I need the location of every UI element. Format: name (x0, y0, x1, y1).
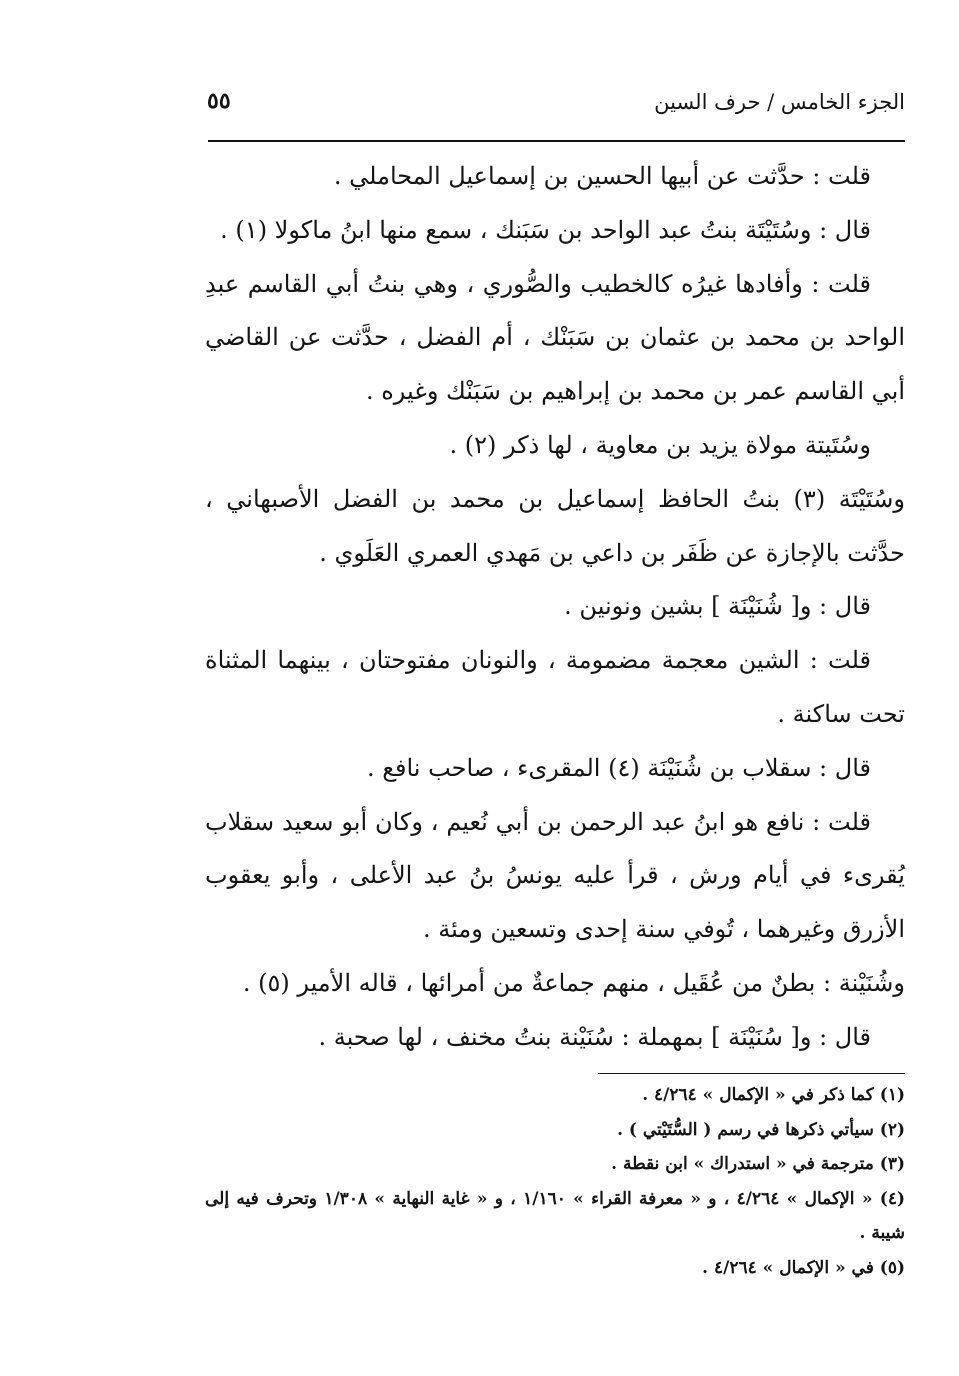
footnote: (٥) في « الإكمال » ٤/٢٦٤ . (702, 1257, 905, 1278)
footnote-rule (598, 1073, 905, 1074)
paragraph: قال : و[ شُنَيْنَة ] بشين ونونين . (564, 592, 871, 621)
footnote: (٤) « الإكمال » ٤/٢٦٤ ، و « معرفة القراء » ١/١٦٠ ، و « غاية النهاية » ١/٣٠٨ وتحرف فيه إلى شيبة . (205, 1188, 906, 1243)
paragraph: وسُتَيتة مولاة يزيد بن معاوية ، لها ذكر (٢) . (449, 430, 871, 459)
paragraph: قلت : الشين معجمة مضمومة ، والنونان مفتوحتان ، بينهما المثناة تحت ساكنة . (205, 646, 905, 728)
main-text (205, 150, 905, 1065)
paragraph: قال : و[ سُنَيْنَة ] بمهملة : سُنَيْنة بنتُ مخنف ، لها صحبة . (318, 1022, 871, 1051)
paragraph: وسُتَيْتَة (٣) بنتُ الحافظ إسماعيل بن محمد بن الفضل الأصبهاني ، حدَّثت بالإجازة عن ظَفَر بن داعي بن مَهدي العمري العَلَوي . (205, 484, 905, 567)
running-head: الجزء الخامس / حرف السين (654, 90, 905, 114)
paragraph: قال : وسُتَيْتَة بنتُ عبد الواحد بن سَبَنك ، سمع منها ابنُ ماكولا (١) . (220, 215, 871, 244)
paragraph: قال : سقلاب بن شُنَيْنَة (٤) المقرىء ، صاحب نافع . (366, 753, 871, 782)
footnote: (٢) سيأتي ذكرها في رسم ( السُّتَيْتي ) . (617, 1119, 905, 1140)
page-header (205, 86, 905, 126)
footnotes (205, 1078, 905, 1285)
header-rule (208, 140, 905, 142)
paragraph: قلت : حدَّثت عن أبيها الحسين بن إسماعيل المحاملي . (333, 162, 871, 190)
footnote: (١) كما ذكر في « الإكمال » ٤/٢٦٤ . (642, 1085, 905, 1105)
paragraph: قلت : نافع هو ابنُ عبد الرحمن بن أبي نُعيم ، وكان أبو سعيد سقلاب يُقرىء في أيام ورش ، قرأ عليه يونسُ بنُ عبد الأعلى ، وأبو يعقوب الأزرق وغيرهما ، تُوفي سنة إحدى وتسعين ومئة . (205, 807, 905, 944)
footnote: (٣) مترجمة في « استدراك » ابن نقطة . (611, 1154, 905, 1174)
paragraph: قلت : وأفادها غيرُه كالخطيب والصُّوري ، وهي بنتُ أبي القاسم عبدِ الواحد بن محمد بن عثمان بن سَبَنْك ، أم الفضل ، حدَّثت عن القاضي أبي القاسم عمر بن محمد بن إبراهيم بن سَبَنْك وغيره . (205, 269, 905, 406)
page-number: ٥٥ (207, 88, 231, 114)
paragraph: وشُنَيْنة : بطنٌ من عُقَيل ، منهم جماعةٌ من أمرائها ، قاله الأمير (٥) . (242, 968, 905, 997)
